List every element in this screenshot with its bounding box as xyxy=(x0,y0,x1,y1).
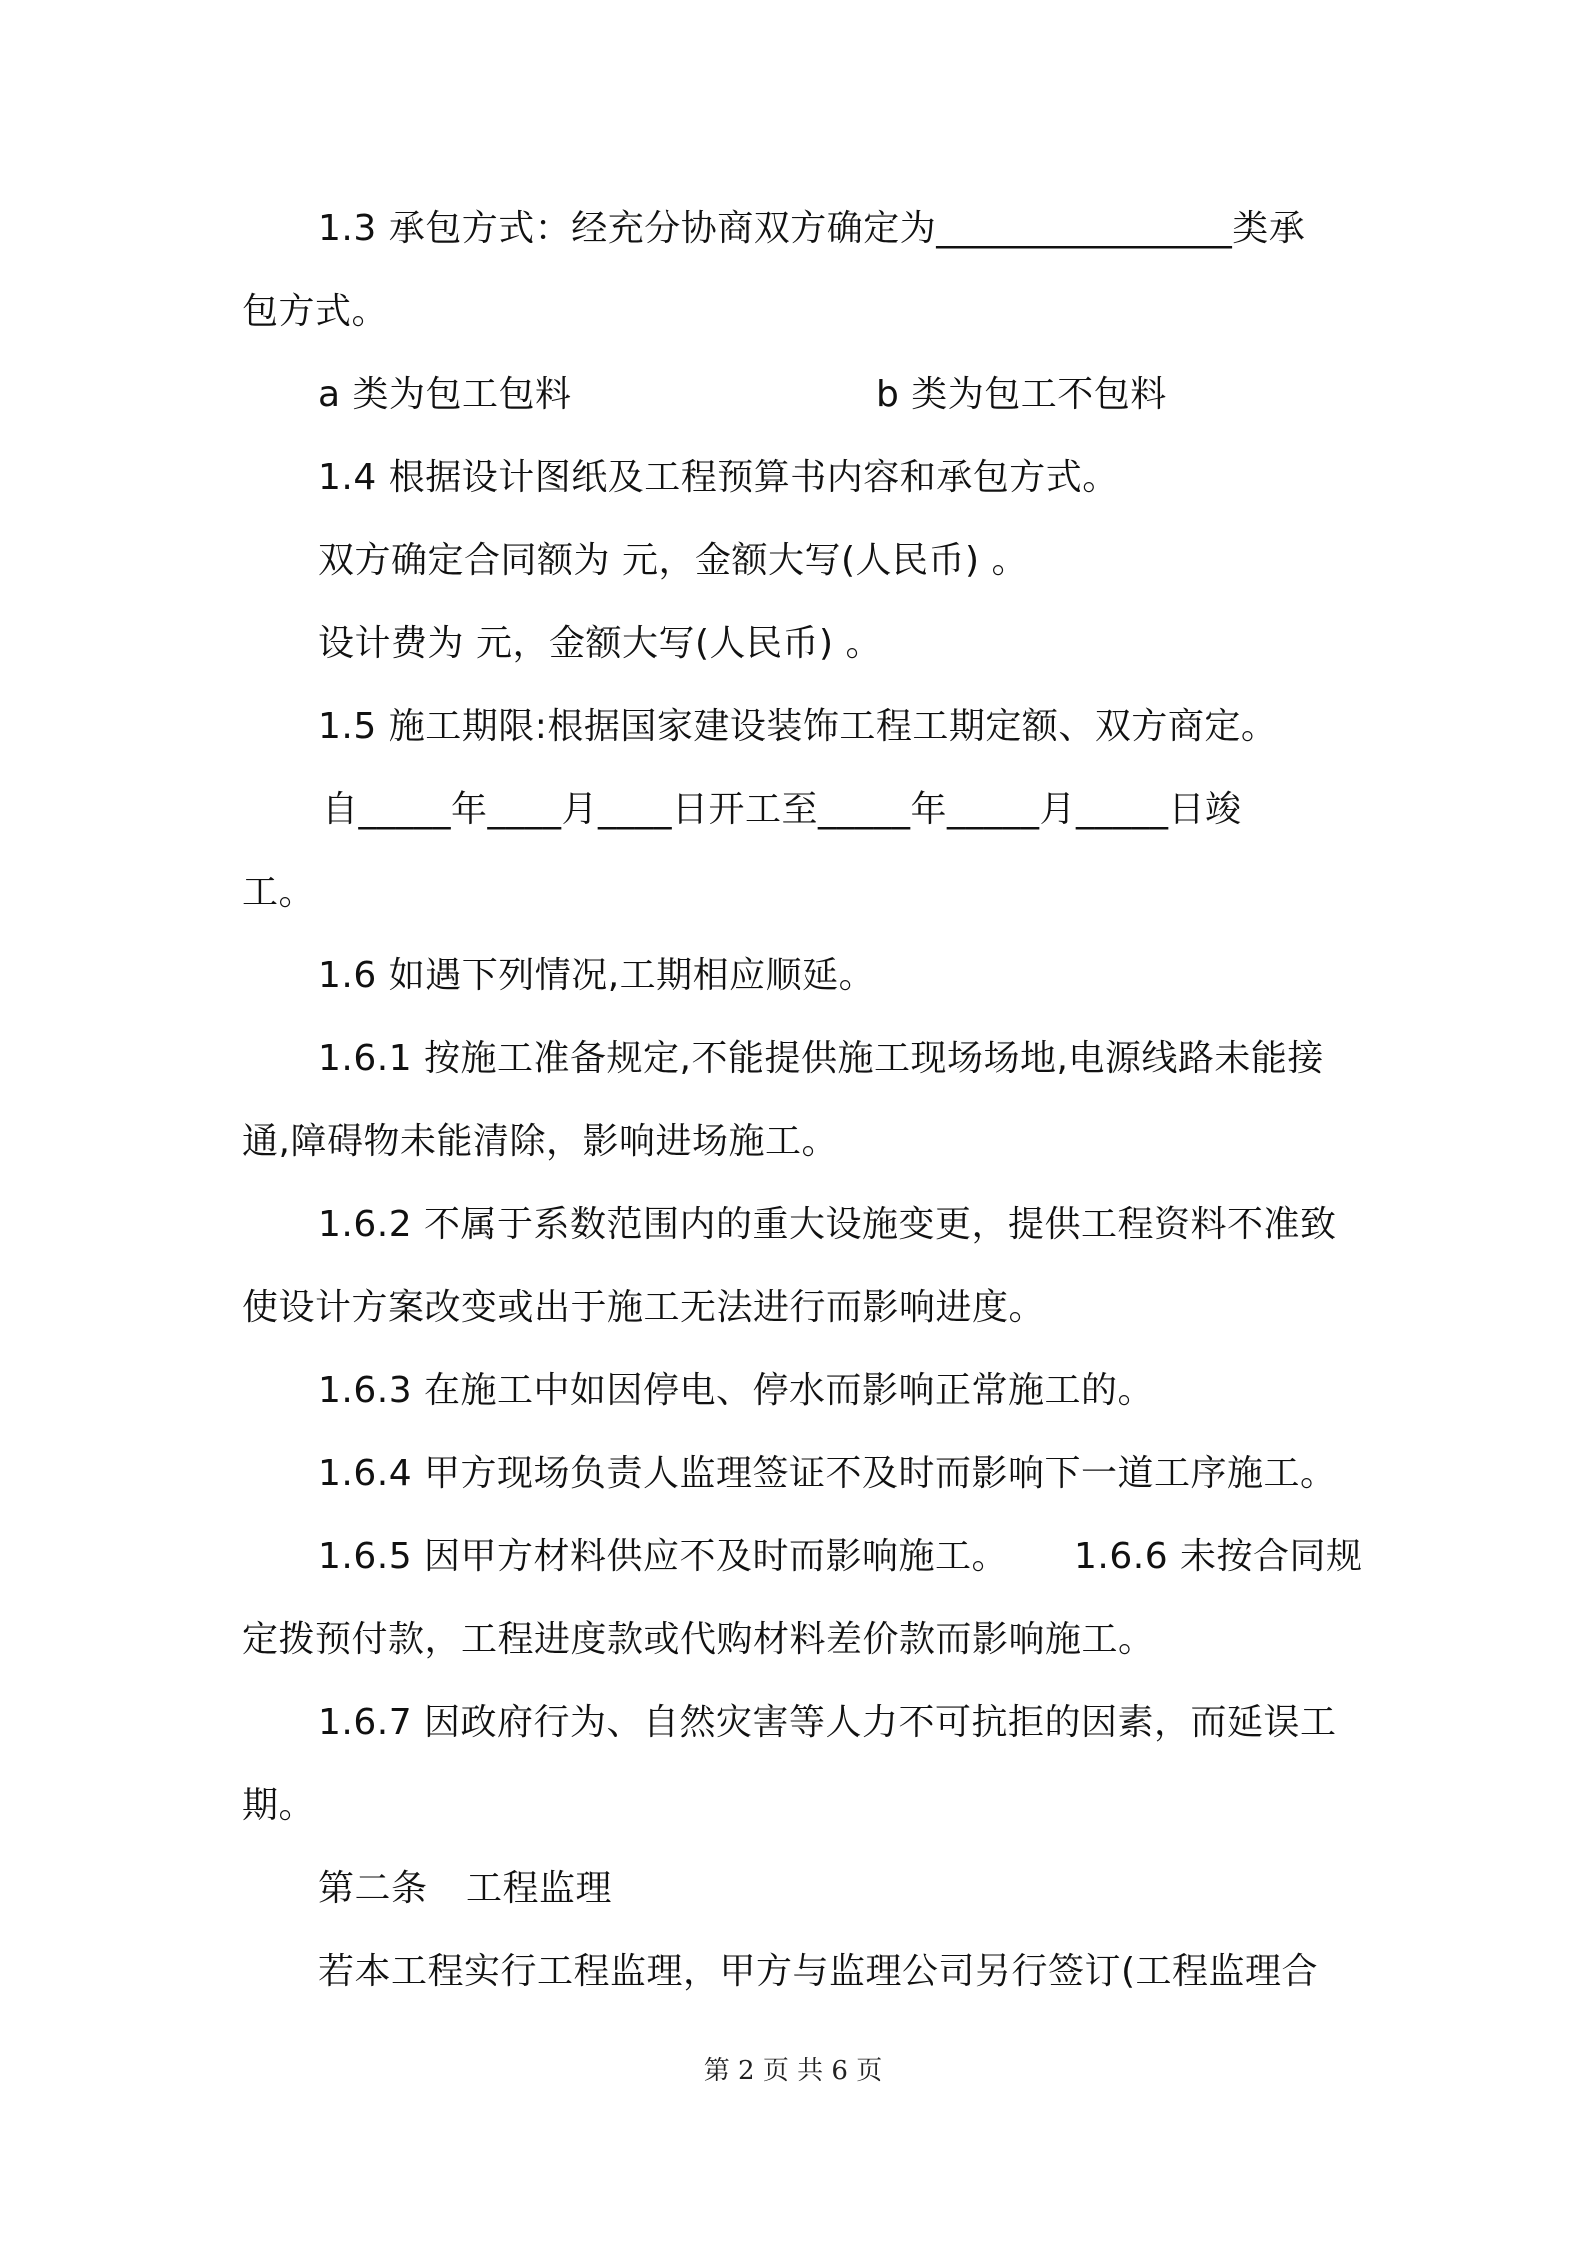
option-a: a 类为包工包料 xyxy=(318,374,572,415)
schedule-dates-line-2: 工。 xyxy=(242,872,316,913)
contract-type-options xyxy=(318,373,1218,417)
clause-1-6-6-line-2: 定拨预付款，工程进度款或代购材料差价款而影响施工。 xyxy=(242,1619,1155,1660)
option-b: b 类为包工不包料 xyxy=(876,374,1167,415)
clause-1-6-2-line-1: 1.6.2 不属于系数范围内的重大设施变更，提供工程资料不准致 xyxy=(318,1204,1337,1245)
clause-1-6-6-start: 1.6.6 未按合同规 xyxy=(1074,1536,1363,1577)
clause-1-6-7-line-1: 1.6.7 因政府行为、自然灾害等人力不可抗拒的因素，而延误工 xyxy=(318,1702,1337,1743)
design-fee-line: 设计费为 元，金额大写(人民币) 。 xyxy=(318,623,882,664)
schedule-dates-line-1: 自_____年____月____日开工至_____年_____月_____日竣 xyxy=(322,789,1242,830)
article-2-body: 若本工程实行工程监理，甲方与监理公司另行签订(工程监理合 xyxy=(318,1951,1319,1992)
clause-1-5: 1.5 施工期限:根据国家建设装饰工程工期定额、双方商定。 xyxy=(318,706,1278,747)
page-number: 第 2 页 共 6 页 xyxy=(703,2056,883,2086)
clause-1-6: 1.6 如遇下列情况,工期相应顺延。 xyxy=(318,955,876,996)
clause-1-6-5: 1.6.5 因甲方材料供应不及时而影响施工。 xyxy=(318,1536,1009,1577)
article-2-number: 第二条 xyxy=(318,1868,428,1909)
clause-1-6-3: 1.6.3 在施工中如因停电、停水而影响正常施工的。 xyxy=(318,1370,1155,1411)
clause-1-6-2-line-2: 使设计方案改变或出于施工无法进行而影响进度。 xyxy=(242,1287,1046,1328)
clause-1-6-1-line-1: 1.6.1 按施工准备规定,不能提供施工现场场地,电源线路未能接 xyxy=(318,1038,1324,1079)
clause-1-6-7-line-2: 期。 xyxy=(242,1785,316,1826)
article-2-heading xyxy=(318,1867,718,1911)
clause-1-6-4: 1.6.4 甲方现场负责人监理签证不及时而影响下一道工序施工。 xyxy=(318,1453,1337,1494)
clause-1-3-line-2: 包方式。 xyxy=(242,291,389,332)
article-2-title: 工程监理 xyxy=(466,1868,613,1909)
clause-1-4: 1.4 根据设计图纸及工程预算书内容和承包方式。 xyxy=(318,457,1119,498)
clause-1-6-5-and-1-6-6 xyxy=(318,1535,1363,1579)
clause-1-6-1-line-2: 通,障碍物未能清除，影响进场施工。 xyxy=(242,1121,838,1162)
clause-1-3-line-1: 1.3 承包方式：经充分协商双方确定为________________类承 xyxy=(318,208,1306,249)
contract-amount-line: 双方确定合同额为 元，金额大写(人民币) 。 xyxy=(318,540,1028,581)
